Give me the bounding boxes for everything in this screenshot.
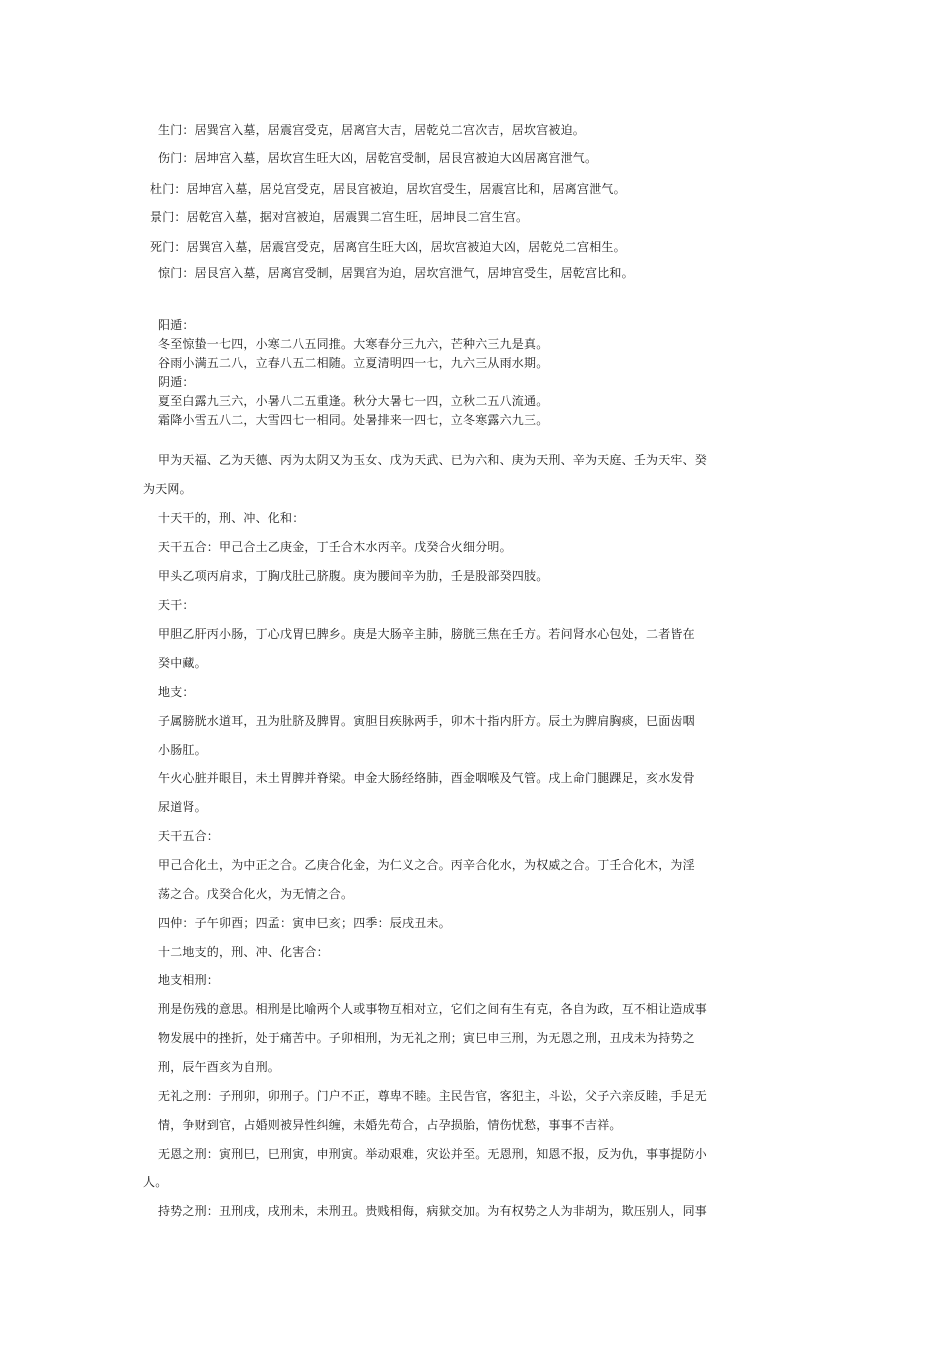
body-line: 刑是伤残的意思。相刑是比喻两个人或事物互相对立，它们之间有生有克，各自为政，互不相让造成事 [158,1002,708,1016]
section-heading: 地支： [158,685,195,699]
dun-verse: 谷雨小满五二八，立春八五二相随。立夏清明四一七，九六三从雨水期。 [158,356,549,370]
dun-verse: 冬至惊蛰一七四，小寒二八五同推。大寒春分三九六，芒种六三九是真。 [158,337,549,351]
dun-heading: 阳遁： [158,318,195,332]
body-line: 为天网。 [143,482,192,496]
section-heading: 十天干的，刑、冲、化和： [158,511,305,525]
body-line: 甲胆乙肝丙小肠，丁心戊胃巳脾乡。庚是大肠辛主肺，膀胱三焦在壬方。若问肾水心包处，二者皆在 [158,627,695,641]
dun-heading: 阴遁： [158,375,195,389]
body-line: 物发展中的挫折，处于痛苦中。子卯相刑，为无礼之刑；寅巳申三刑，为无恩之刑，丑戌未为持势之 [158,1031,695,1045]
section-heading: 地支相刑： [158,973,220,987]
gate-line: 生门：居巽宫入墓，居震宫受克，居离宫大吉，居乾兑二宫次吉，居坎宫被迫。 [158,123,586,137]
body-line: 荡之合。戊癸合化火，为无情之合。 [158,887,354,901]
body-line: 子属膀胱水道耳，丑为肚脐及脾胃。寅胆目疾脉两手，卯木十指内肝方。辰土为脾肩胸痰，巳面齿咽 [158,714,695,728]
body-line: 持势之刑：丑刑戌，戌刑未，未刑丑。贵贱相侮，病狱交加。为有权势之人为非胡为，欺压别人，同事 [158,1204,708,1218]
section-heading: 天干： [158,598,195,612]
gate-line: 杜门：居坤宫入墓，居兑宫受克，居艮宫被迫，居坎宫受生，居震宫比和，居离宫泄气。 [150,182,626,196]
body-line: 午火心脏并眼目，未土胃脾并脊梁。申金大肠经络肺，酉金咽喉及气管。戌上命门腿踝足，亥水发骨 [158,771,695,785]
body-line: 人。 [143,1175,168,1189]
section-heading: 天干五合： [158,829,220,843]
body-line: 小肠肛。 [158,743,207,757]
body-line: 情，争财到官，占婚则被异性纠缠，未婚先苟合，占孕损胎，情伤忧愁，事事不吉祥。 [158,1118,622,1132]
gate-line: 死门：居巽宫入墓，居震宫受克，居离宫生旺大凶，居坎宫被迫大凶，居乾兑二宫相生。 [150,240,626,254]
dun-verse: 夏至白露九三六，小暑八二五重逢。秋分大暑七一四，立秋二五八流通。 [158,394,549,408]
body-line: 甲己合化土，为中正之合。乙庚合化金，为仁义之合。丙辛合化水，为权威之合。丁壬合化木，为淫 [158,858,695,872]
gate-line: 惊门：居艮宫入墓，居离宫受制，居巽宫为迫，居坎宫泄气，居坤宫受生，居乾宫比和。 [158,266,634,280]
gate-line: 景门：居乾宫入墓，据对宫被迫，居震巽二宫生旺，居坤艮二宫生宫。 [150,210,529,224]
body-line: 癸中藏。 [158,656,207,670]
gate-line: 伤门：居坤宫入墓，居坎宫生旺大凶，居乾宫受制，居艮宫被迫大凶居离宫泄气。 [158,151,598,165]
body-line: 四仲：子午卯酉；四孟：寅申巳亥；四季：辰戌丑未。 [158,916,451,930]
body-line: 无礼之刑：子刑卯，卯刑子。门户不正，尊卑不睦。主民告官，客犯主，斗讼，父子六亲反睦，手足无 [158,1089,708,1103]
body-line: 甲为天福、乙为天德、丙为太阴又为玉女、戊为天武、已为六和、庚为天刑、辛为天庭、壬为天牢、癸 [158,453,708,467]
body-line: 天干五合：甲己合土乙庚金，丁壬合木水丙辛。戊癸合火细分明。 [158,540,512,554]
body-line: 甲头乙项丙肩求，丁胸戊肚己脐腹。庚为腰间辛为肋，壬是股部癸四肢。 [158,569,549,583]
section-heading: 十二地支的，刑、冲、化害合： [158,945,329,959]
body-line: 尿道肾。 [158,800,207,814]
body-line: 无恩之刑：寅刑巳，巳刑寅，申刑寅。举动艰难，灾讼并至。无恩刑，知恩不报，反为仇，事事提防小 [158,1147,708,1161]
dun-verse: 霜降小雪五八二，大雪四七一相同。处暑排来一四七，立冬寒露六九三。 [158,413,549,427]
body-line: 刑，辰午酉亥为自刑。 [158,1060,281,1074]
